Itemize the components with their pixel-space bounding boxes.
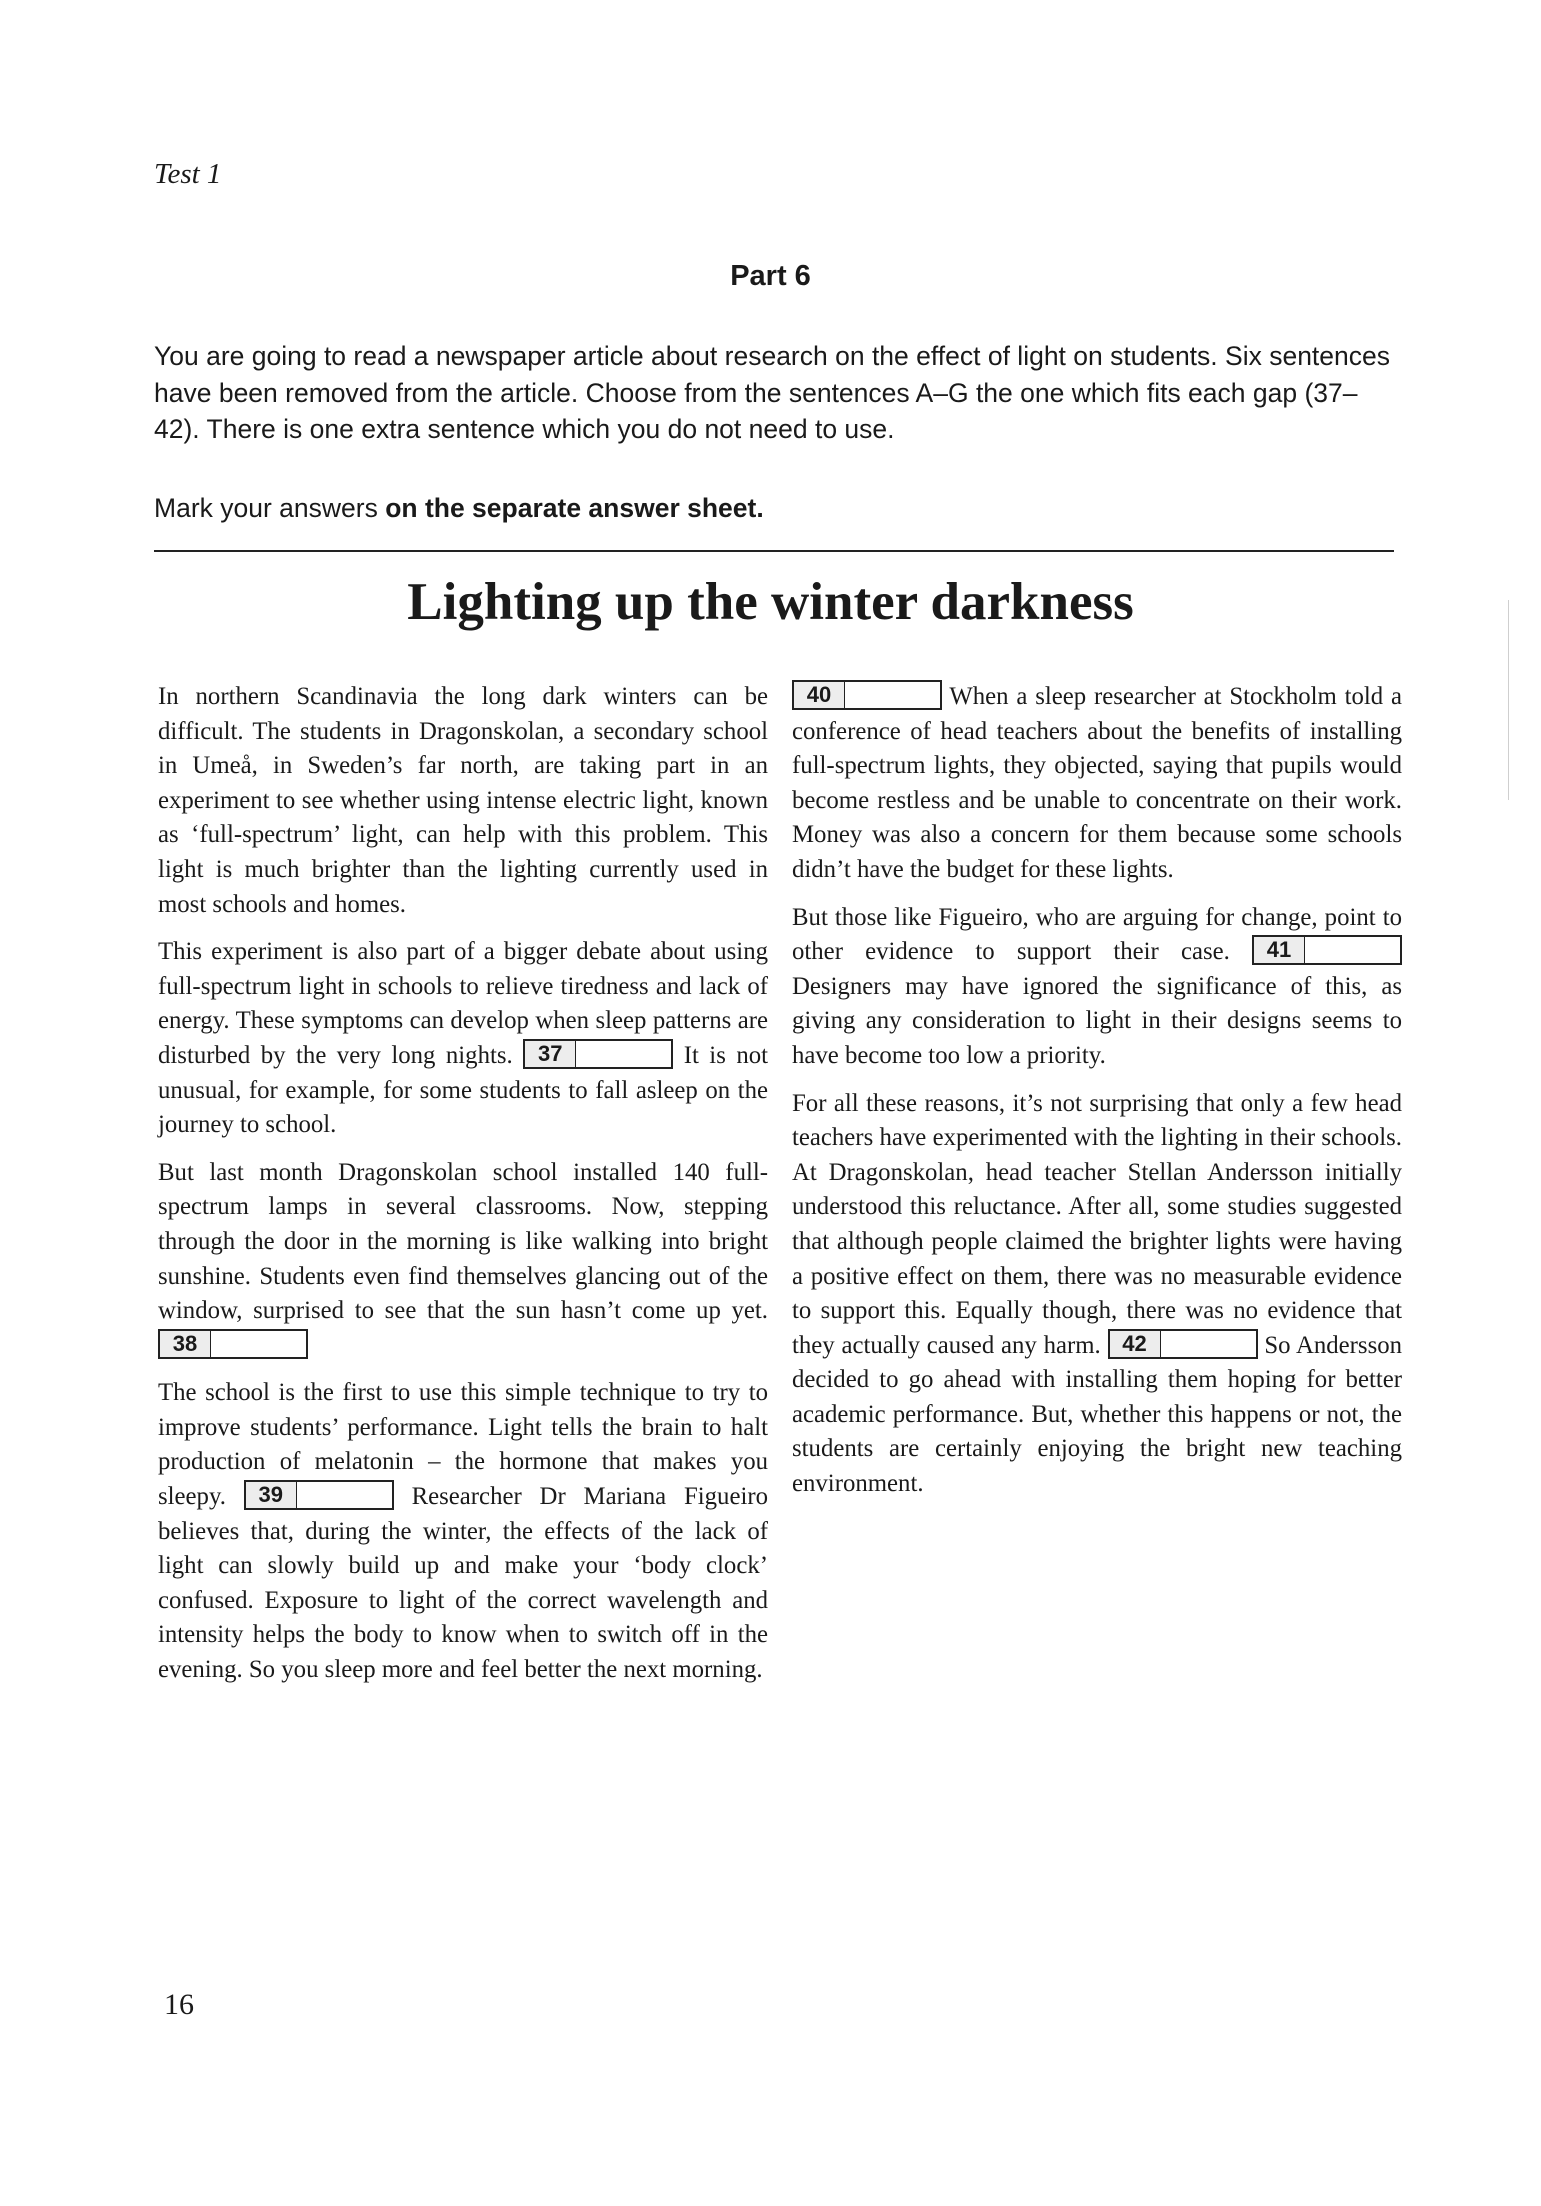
paragraph-4-end: Researcher Dr Mariana Figueiro believes that, during the winter, the effects of the lack of light can slowly build up and make your ‘body clock’ confused. Exposure to light of the correct wavelength and intensity helps the body to know when to switch off in the evening. So you sleep more and feel better the next morning. bbox=[158, 1483, 768, 1684]
gap-41 bbox=[1252, 935, 1402, 965]
scan-mark bbox=[1508, 600, 1509, 800]
paragraph-3 bbox=[158, 1156, 768, 1364]
gap-38-number: 38 bbox=[160, 1331, 211, 1357]
paragraph-7-start: For all these reasons, it’s not surprising that only a few head teachers have experimented with the lighting in their schools. At Dragonskolan, head teacher Stellan Andersson initially understood this reluctance. After all, some studies suggested that although people claimed the brighter lights were having a positive effect on them, there was no measurable evidence to support this. Equally though, there was no evidence that they actually caused any harm. bbox=[792, 1089, 1402, 1359]
answer-sheet-note-prefix: Mark your answers bbox=[154, 492, 386, 523]
paragraph-5 bbox=[792, 680, 1402, 888]
paragraph-6-end: Designers may have ignored the significance of this, as giving any consideration to light in their designs seems to have become too low a priority. bbox=[792, 972, 1402, 1069]
page-number: 16 bbox=[164, 1988, 194, 2021]
gap-40-number: 40 bbox=[794, 682, 845, 708]
paragraph-5-end: When a sleep researcher at Stockholm told a conference of head teachers about the benefits of installing full-spectrum lights, they objected, saying that pupils would become restless and be unable to concentrate on their work. Money was also a concern for them because some schools didn’t have the budget for these lights. bbox=[792, 683, 1402, 883]
paragraph-3-start: But last month Dragonskolan school installed 140 full-spectrum lamps in several classrooms. Now, stepping through the door in the morning is like walking into bright sunshine. Students even find themselves glancing out of the window, surprised to see that the sun hasn’t come up yet. bbox=[158, 1158, 768, 1325]
paragraph-7-end: So Andersson decided to go ahead with installing them hoping for better academic performance. But, whether this happens or not, the students are certainly enjoying the bright new teaching environment. bbox=[792, 1331, 1403, 1498]
article-title: Lighting up the winter darkness bbox=[407, 573, 1134, 631]
paragraph-2-start: This experiment is also part of a bigger debate about using full-spectrum light in schools to relieve tiredness and lack of energy. These symptoms can develop when sleep patterns are disturbed by the very long nights. bbox=[158, 938, 768, 1069]
answer-sheet-note-bold: on the separate answer sheet. bbox=[385, 492, 764, 523]
gap-42-number: 42 bbox=[1110, 1331, 1161, 1357]
instructions-text: You are going to read a newspaper article about research on the effect of light on students. Six sentences have been removed from the article. Choose from the sentences A–G the one which fits each gap (37–42). There is one extra sentence which you do not need to use. bbox=[154, 341, 1391, 444]
instructions bbox=[154, 338, 1394, 526]
gap-40 bbox=[792, 680, 942, 710]
part-title: Part 6 bbox=[730, 260, 811, 292]
paragraph-6-start: But those like Figueiro, who are arguing for change, point to other evidence to support their case. bbox=[792, 903, 1402, 966]
paragraph-4 bbox=[158, 1376, 768, 1687]
article-column-left bbox=[158, 680, 768, 1701]
paragraph-6 bbox=[792, 901, 1402, 1074]
gap-41-number: 41 bbox=[1254, 937, 1305, 963]
gap-39 bbox=[244, 1480, 394, 1510]
gap-37 bbox=[523, 1039, 673, 1069]
paragraph-1: In northern Scandinavia the long dark winters can be difficult. The students in Dragonskolan, a secondary school in Umeå, in Sweden’s far north, are taking part in an experiment to see whether using intense electric light, known as ‘full-spectrum’ light, can help with this problem. This light is much brighter than the lighting currently used in most schools and homes. bbox=[158, 683, 768, 918]
paragraph-2-end: It is not unusual, for example, for some students to fall asleep on the journey to school. bbox=[158, 1041, 769, 1139]
gap-37-number: 37 bbox=[525, 1041, 576, 1067]
article-column-right bbox=[792, 680, 1402, 1515]
running-head: Test 1 bbox=[154, 158, 222, 190]
gap-38 bbox=[158, 1329, 308, 1359]
paragraph-4-start: The school is the first to use this simple technique to try to improve students’ performance. Light tells the brain to halt production of melatonin – the hormone that makes you sleepy. bbox=[158, 1379, 768, 1511]
paragraph-2 bbox=[158, 935, 768, 1143]
gap-39-number: 39 bbox=[246, 1482, 297, 1508]
gap-42 bbox=[1108, 1329, 1258, 1359]
paragraph-7 bbox=[792, 1087, 1402, 1502]
divider bbox=[154, 550, 1394, 552]
answer-sheet-note bbox=[154, 490, 1394, 527]
